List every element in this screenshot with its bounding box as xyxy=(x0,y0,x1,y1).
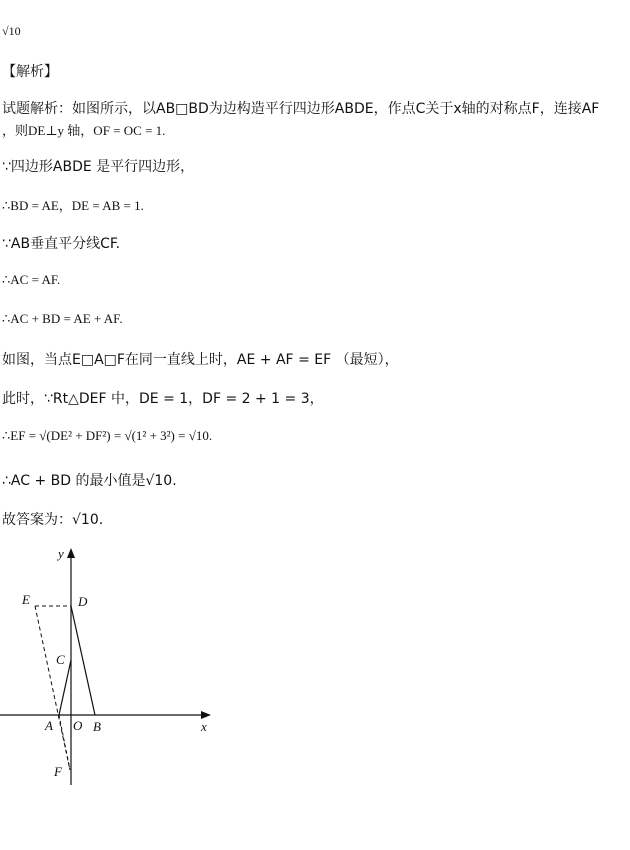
label-b: B xyxy=(93,719,101,734)
right-triangle-statement: 此时，∵Rt△DEF 中，DE = 1，DF = 2 + 1 = 3， xyxy=(2,391,324,407)
label-x: x xyxy=(201,719,207,734)
sides-equal-statement: ∴BD = AE，DE = AB = 1. xyxy=(2,198,144,213)
minimum-value-statement: ∴AC + BD 的最小值是√10. xyxy=(2,473,177,489)
explanation-line-2: ，则DE⊥y 轴，OF = OC = 1. xyxy=(2,123,166,138)
label-d: D xyxy=(78,594,88,609)
label-c: C xyxy=(56,652,65,667)
answer-top: √10 xyxy=(2,24,21,38)
x-axis-arrow xyxy=(201,711,211,719)
label-f: F xyxy=(54,764,62,779)
ef-formula: ∴EF = √(DE² + DF²) = √(1² + 3²) = √10. xyxy=(2,428,213,443)
geometry-figure xyxy=(0,540,240,790)
explanation-line-1: 试题解析：如图所示，以AB□BD为边构造平行四边形ABDE，作点C关于x轴的对称点F，连接AF xyxy=(2,101,600,117)
sum-equality-statement: ∴AC + BD = AE + AF. xyxy=(2,311,123,326)
parallelogram-statement: ∵四边形ABDE 是平行四边形， xyxy=(2,159,195,175)
label-a: A xyxy=(45,718,53,733)
collinear-shortest-statement: 如图，当点E□A□F在同一直线上时，AE + AF = EF （最短）， xyxy=(2,352,399,368)
segment-bd xyxy=(71,606,95,715)
label-e: E xyxy=(22,592,30,607)
label-o: O xyxy=(73,718,83,733)
segment-af xyxy=(59,715,70,770)
final-answer: 故答案为：√10. xyxy=(2,512,104,528)
segment-ac xyxy=(59,660,71,715)
perpendicular-bisector-statement: ∵AB垂直平分线CF. xyxy=(2,236,121,252)
label-y: y xyxy=(58,546,64,561)
section-title: 【解析】 xyxy=(2,64,58,80)
ac-equals-af-statement: ∴AC = AF. xyxy=(2,272,61,287)
y-axis-arrow xyxy=(67,548,75,558)
